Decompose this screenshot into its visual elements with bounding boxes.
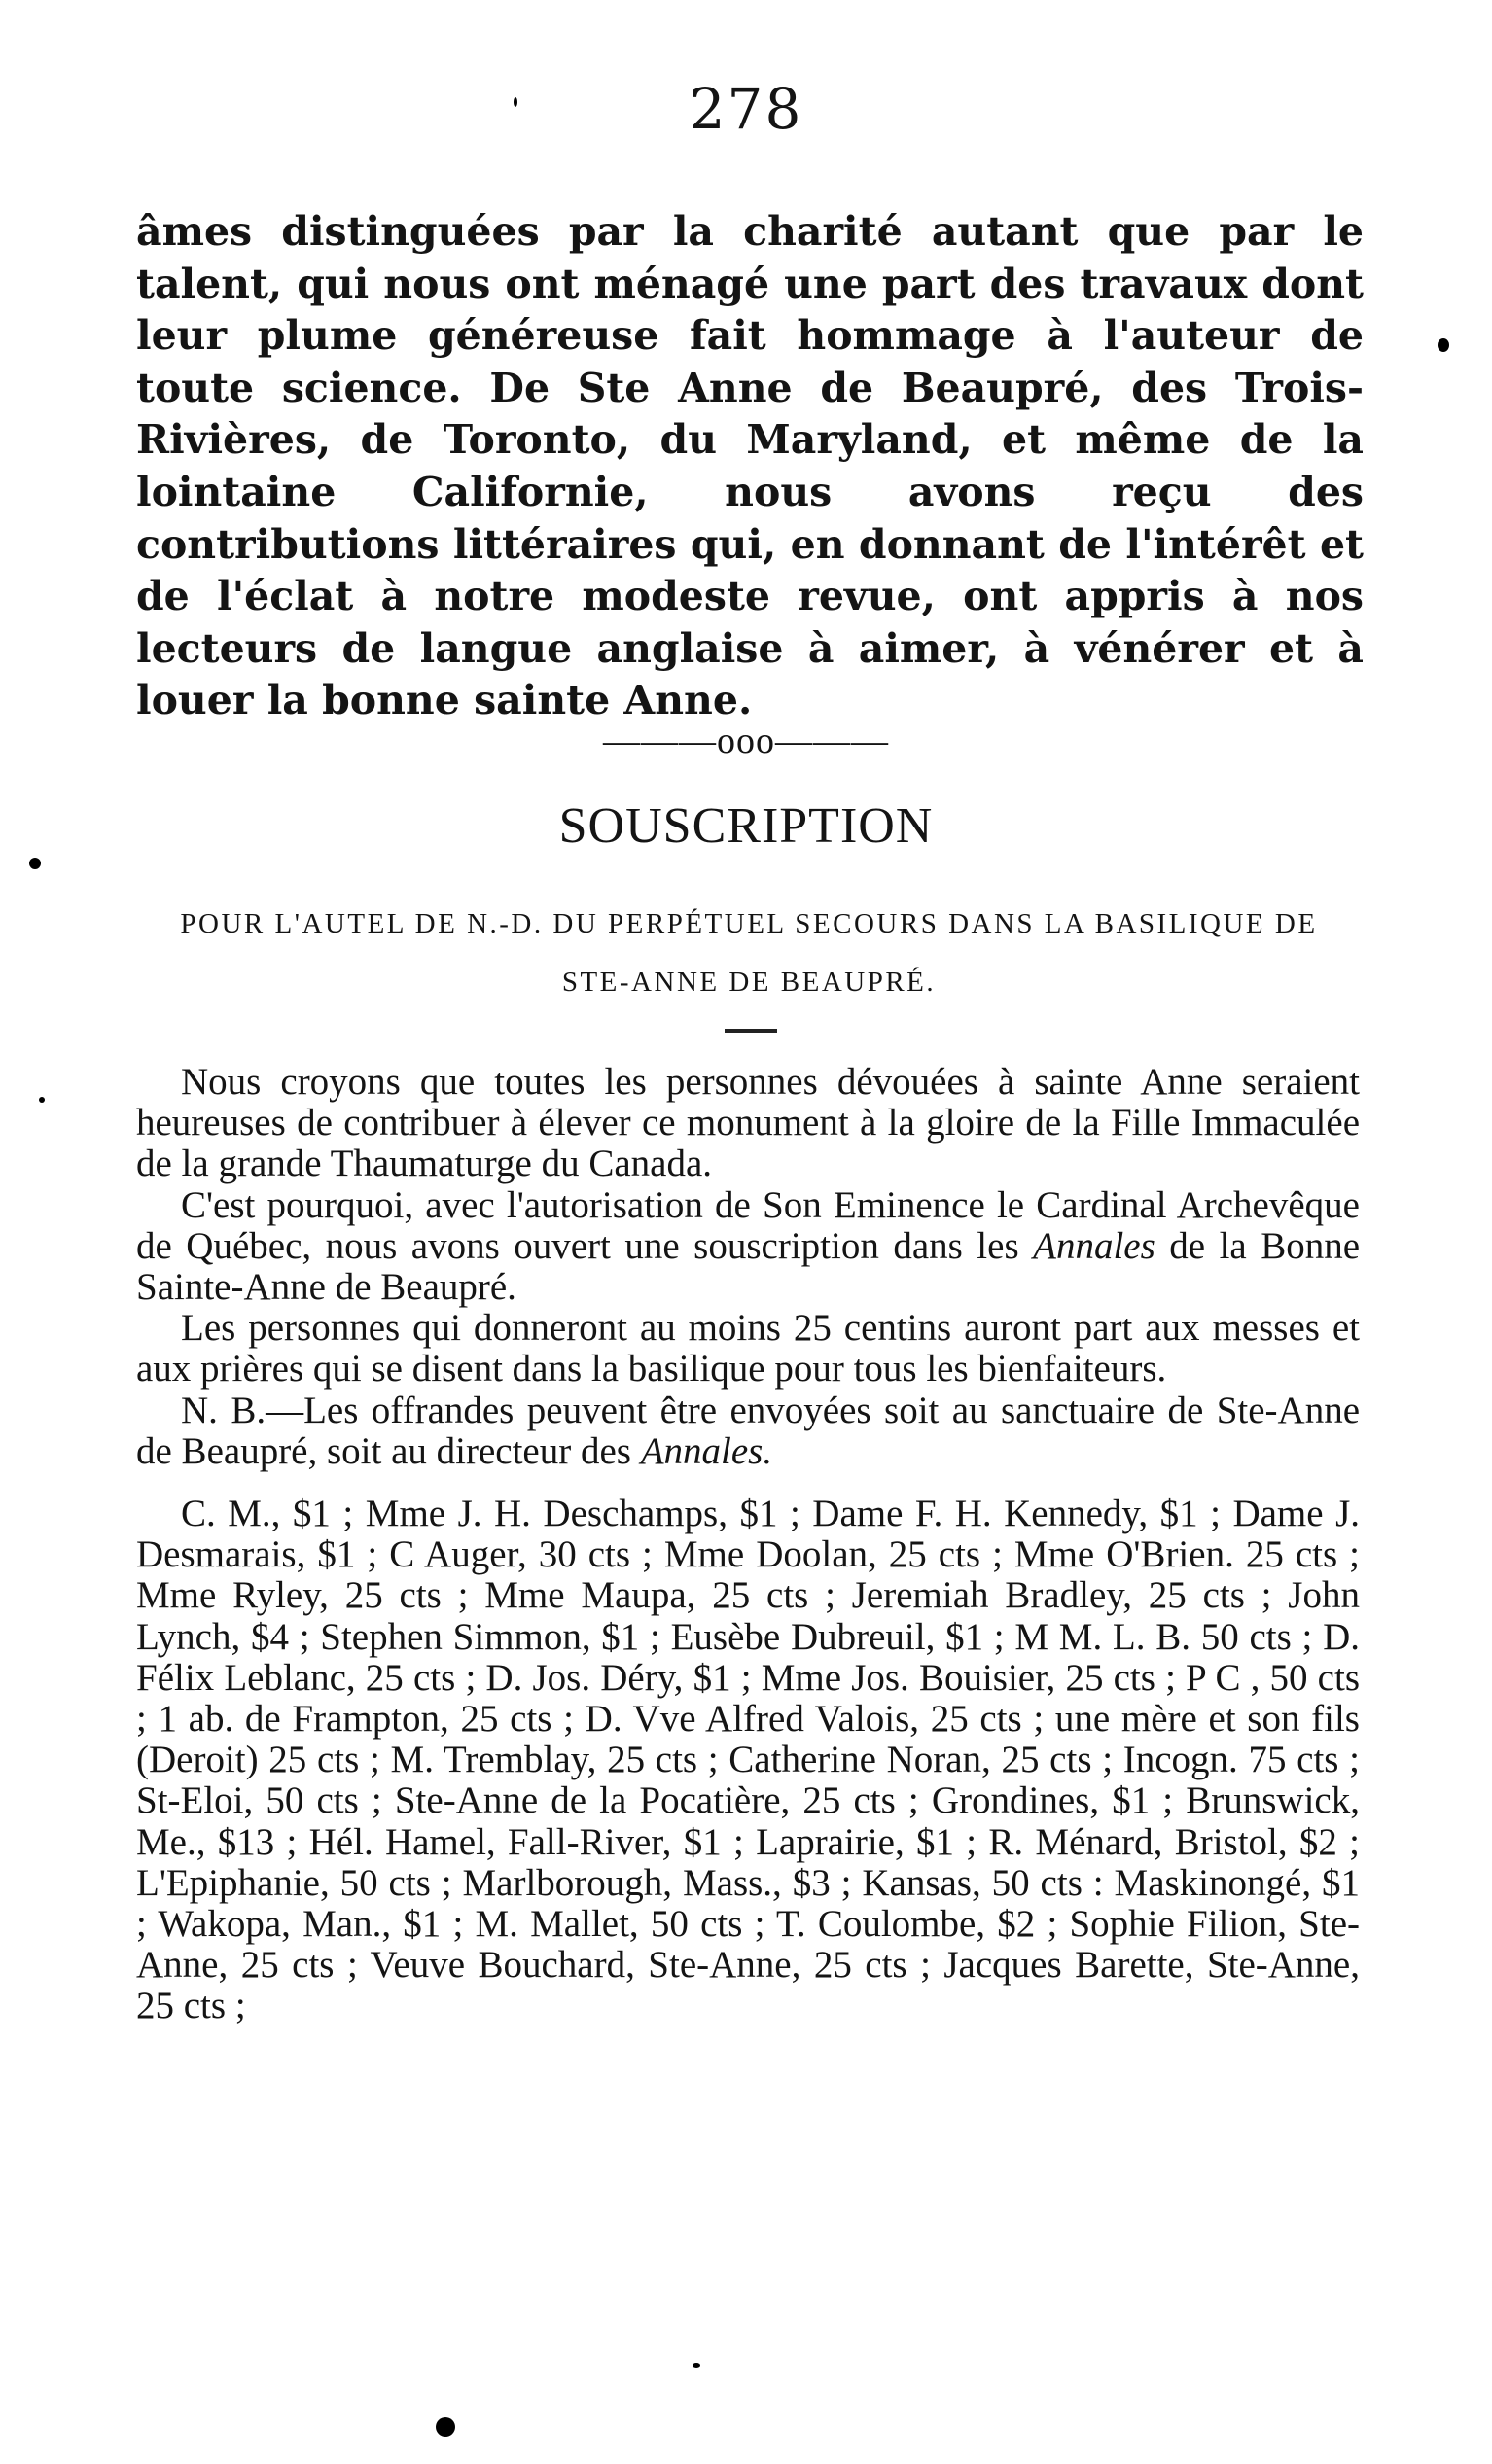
paragraph-3: Les personnes qui donneront au moins 25 centins auront part aux messes et aux prières qui se disent dans la basilique pour tous les bienfaiteurs.	[136, 1307, 1360, 1390]
paragraph-2	[136, 1185, 1360, 1309]
section-subheading: POUR L'AUTEL DE N.-D. DU PERPÉTUEL SECOURS DANS LA BASILIQUE DE STE-ANNE DE BEAUPRÉ.	[180, 908, 1318, 998]
intro-paragraph	[136, 206, 1364, 727]
paragraph-4	[136, 1390, 1360, 1472]
scan-speck	[39, 1097, 45, 1103]
paragraph-1: Nous croyons que toutes les personnes dévouées à sainte Anne seraient heureuses de contribuer à élever ce monument à la gloire de la Fille Immaculée de la grande Thaumaturge du Canada.	[136, 1061, 1360, 1185]
scan-speck	[514, 97, 517, 107]
page-number: 278	[689, 76, 803, 142]
scan-speck	[693, 2363, 700, 2368]
scan-speck	[1438, 338, 1449, 352]
paragraph-4-start: N. B.—Les offrandes peuvent être envoyées soit au sanctuaire de Ste-Anne de Beaupré, soit au directeur des	[136, 1389, 1360, 1472]
scan-speck	[436, 2417, 455, 2437]
annales-italic-2: Annales.	[640, 1429, 773, 1472]
short-divider	[725, 1029, 777, 1033]
donor-list: C. M., $1 ; Mme J. H. Deschamps, $1 ; Dame F. H. Kennedy, $1 ; Dame J. Desmarais, $1 ; C Auger, 30 cts ; Mme Doolan, 25 cts ; Mme O'Brien. 25 cts ; Mme Ryley, 25 cts ; Mme Maupa, 25 cts ; Jeremiah Bradley, 25 cts ; John Lynch, $4 ; Stephen Simmon, $1 ; Eusèbe Dubreuil, $1 ; M M. L. B. 50 cts ; D. Félix Leblanc, 25 cts ; D. Jos. Déry, $1 ; Mme Jos. Bouisier, 25 cts ; P C , 50 cts ; 1 ab. de Frampton, 25 cts ; D. Vve Alfred Valois, 25 cts ; une mère et son fils (Deroit) 25 cts ; M. Tremblay, 25 cts ; Catherine Noran, 25 cts ; Incogn. 75 cts ; St-Eloi, 50 cts ; Ste-Anne de la Pocatière, 25 cts ; Grondines, $1 ; Brunswick, Me., $13 ; Hél. Hamel, Fall-River, $1 ; Laprairie, $1 ; R. Ménard, Bristol, $2 ; L'Epiphanie, 50 cts ; Marlborough, Mass., $3 ; Kansas, 50 cts : Maskinongé, $1 ; Wakopa, Man., $1 ; M. Mallet, 50 cts ; T. Coulombe, $2 ; Sophie Filion, Ste-Anne, 25 cts ; Veuve Bouchard, Ste-Anne, 25 cts ; Jacques Barette, Ste-Anne, 25 cts ;	[136, 1493, 1360, 2027]
scan-speck	[29, 858, 41, 869]
paragraph-2-start: C'est pourquoi, avec l'autorisation de Son Eminence le Cardinal Archevêque de Québec, nous avons ouvert une souscription dans les	[136, 1183, 1360, 1267]
annales-italic: Annales	[1033, 1224, 1155, 1267]
section-separator: ———ooo———	[603, 721, 889, 761]
paragraph-2-end: de la Bonne Sainte-Anne de Beaupré.	[136, 1224, 1361, 1309]
subscription-body	[136, 1062, 1360, 2027]
intro-text: âmes distinguées par la charité autant que par le talent, qui nous ont ménagé une part des travaux dont leur plume généreuse fait hommage à l'auteur de toute science. De Ste Anne de Beaupré, des Trois-Rivières, de Toronto, du Maryland, et même de la lointaine Californie, nous avons reçu des contributions littéraires qui, en donnant de l'intérêt et de l'éclat à notre modeste revue, ont appris à nos lecteurs de langue anglaise à aimer, à vénérer et à louer la bonne sainte Anne.	[136, 208, 1364, 724]
section-heading: SOUSCRIPTION	[558, 798, 934, 854]
